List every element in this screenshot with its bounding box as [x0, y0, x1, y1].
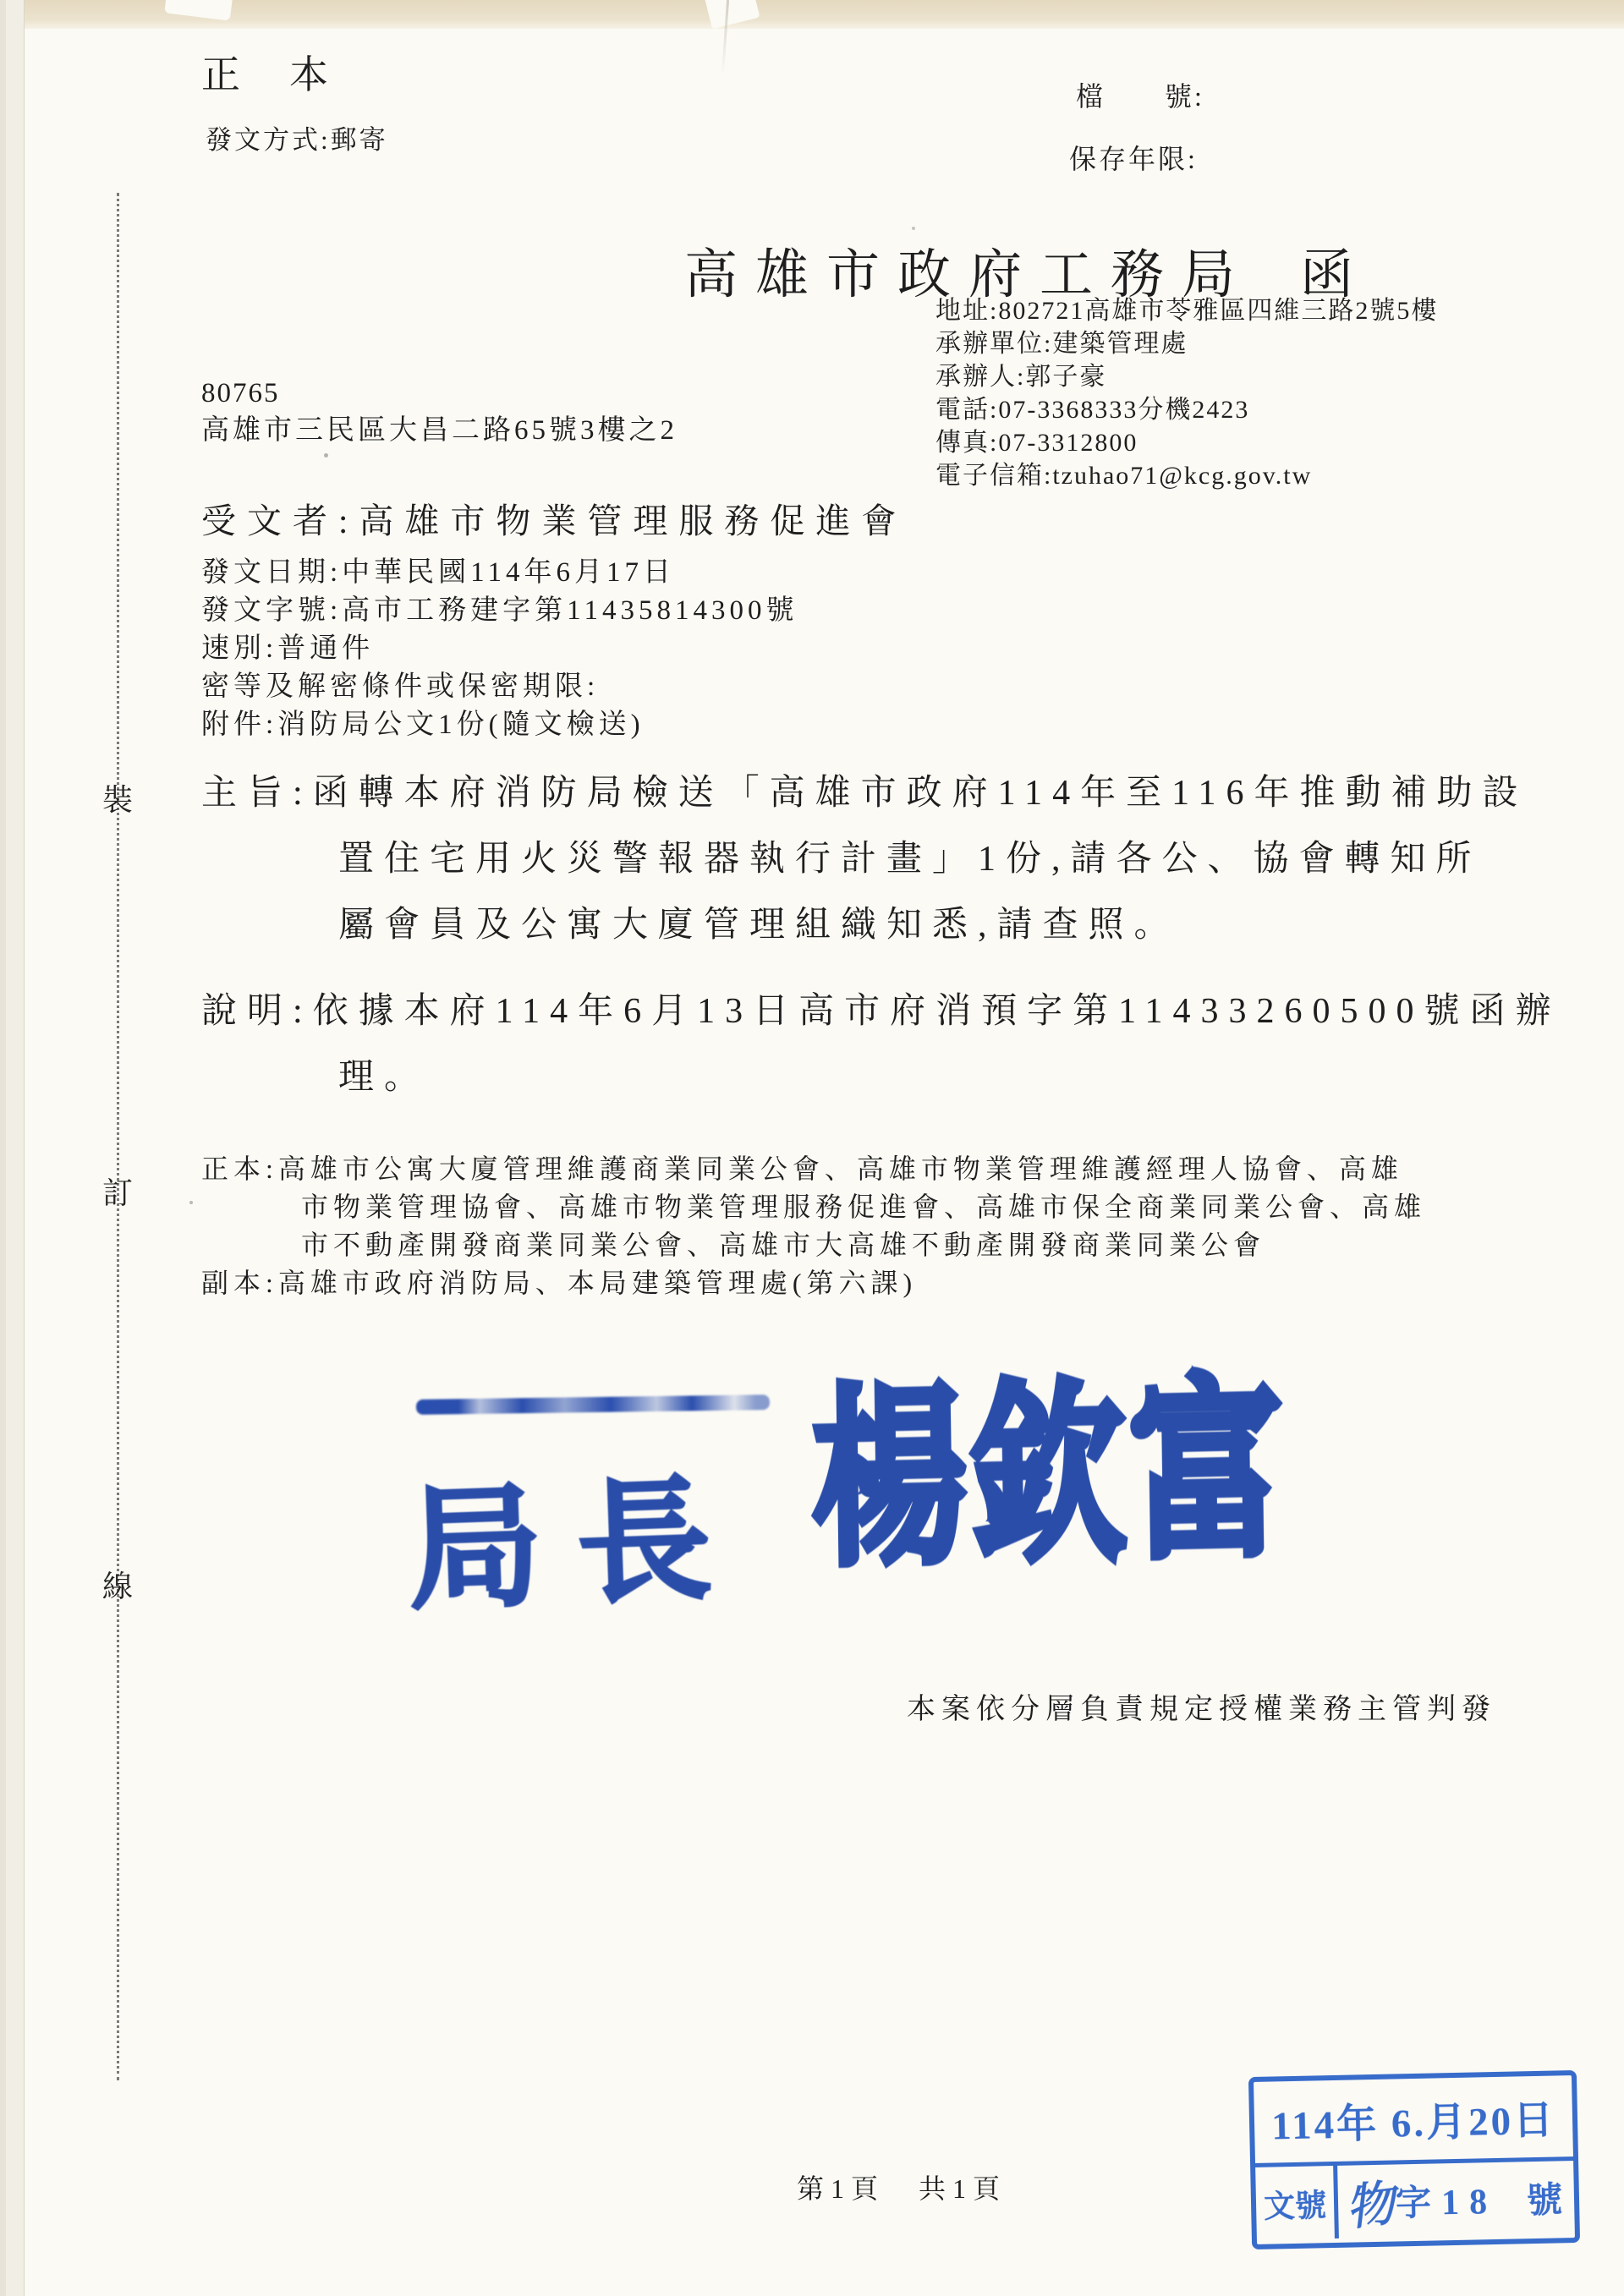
- scan-speck: [324, 453, 328, 458]
- distribution-original-line-3: 市不動產開發商業同業公會、高雄市大高雄不動產開發商業同業公會: [301, 1230, 1266, 1260]
- stamp-date: 114年 6.月20日: [1270, 2097, 1556, 2149]
- signature-ink-smudge: [416, 1395, 770, 1415]
- security-class: 密等及解密條件或保密期限:: [201, 671, 600, 702]
- explanation-line-2: 理。: [338, 1058, 431, 1097]
- scan-left-edge-shadow: [0, 0, 6, 2296]
- distribution-copy-line: 副本:高雄市政府消防局、本局建築管理處(第六課): [201, 1268, 918, 1298]
- binding-label-zhuang: 裝: [102, 783, 133, 817]
- binding-label-ding: 訂: [102, 1176, 133, 1210]
- document-type: 函: [1300, 245, 1371, 305]
- stamp-number-row: [1255, 2161, 1575, 2240]
- speed-class: 速別:普通件: [201, 633, 375, 664]
- distribution-original-line-1: 正本:高雄市公寓大廈管理維護商業同業公會、高雄市物業管理維護經理人協會、高雄: [201, 1153, 1403, 1184]
- agency-phone: 電話:07-3368333分機2423: [935, 396, 1250, 424]
- issuing-agency: 高雄市政府工務局: [684, 245, 1253, 305]
- issue-number: 發文字號:高市工務建字第11435814300號: [201, 595, 798, 626]
- attachment-line: 附件:消防局公文1份(隨文檢送): [201, 710, 645, 740]
- explanation-line-1: 說明:依據本府114年6月13日高市府消預字第11433260500號函辦: [201, 992, 1561, 1031]
- agency-address: 地址:802721高雄市苓雅區四維三路2號5樓: [935, 297, 1439, 325]
- agency-contact-person: 承辦人:郭子豪: [935, 363, 1107, 391]
- paper-tear-mark: [704, 0, 760, 29]
- stamp-doc-no-value: [1337, 2161, 1575, 2238]
- distribution-original-line-2: 市物業管理協會、高雄市物業管理服務促進會、高雄市保全商業同業公會、高雄: [301, 1192, 1427, 1222]
- recipient-zip: 80765: [201, 378, 280, 408]
- stamp-handwritten-char: 物: [1341, 2175, 1398, 2237]
- agency-email: 電子信箱:tzuhao71@kcg.gov.tw: [935, 462, 1313, 490]
- binding-dotted-line: [117, 193, 119, 2080]
- page-footer: 第1頁 共1頁: [797, 2173, 1007, 2204]
- scan-top-edge: [0, 0, 1624, 29]
- issue-date: 發文日期:中華民國114年6月17日: [201, 557, 675, 588]
- stamp-doc-no-label: 文號: [1255, 2166, 1339, 2240]
- subject-line-3: 屬會員及公寓大廈管理組織知悉,請查照。: [338, 906, 1180, 945]
- retention-period-label: 保存年限:: [1069, 144, 1198, 174]
- received-date-stamp: [1248, 2070, 1580, 2249]
- signer-title-stamp: 局長: [405, 1466, 749, 1626]
- stamp-doc-no-mid: 字18: [1395, 2182, 1498, 2224]
- recipient-address: 高雄市三民區大昌二路65號3樓之2: [201, 415, 678, 446]
- authorization-note: 本案依分層負責規定授權業務主管判發: [907, 1694, 1496, 1725]
- paper-tear-mark: [164, 0, 233, 21]
- recipient-line: 受文者:高雄市物業管理服務促進會: [201, 501, 908, 540]
- scan-speck: [189, 1201, 193, 1204]
- subject-line-1: 主旨:函轉本府消防局檢送「高雄市政府114年至116年推動補助設: [201, 774, 1528, 813]
- file-number-label: 檔 號:: [1076, 81, 1204, 112]
- stamp-date-row: [1254, 2075, 1573, 2167]
- agency-fax: 傳真:07-3312800: [935, 429, 1138, 457]
- signer-name-stamp: 楊欽富: [810, 1365, 1289, 1589]
- agency-unit: 承辦單位:建築管理處: [935, 330, 1188, 358]
- stamp-doc-no-suffix: 號: [1526, 2181, 1563, 2222]
- copy-type-label: 正 本: [201, 53, 333, 96]
- binding-label-xian: 線: [102, 1570, 133, 1603]
- subject-line-2: 置住宅用火災警報器執行計畫」1份,請各公、協會轉知所: [338, 840, 1482, 879]
- delivery-method: 發文方式:郵寄: [206, 125, 388, 155]
